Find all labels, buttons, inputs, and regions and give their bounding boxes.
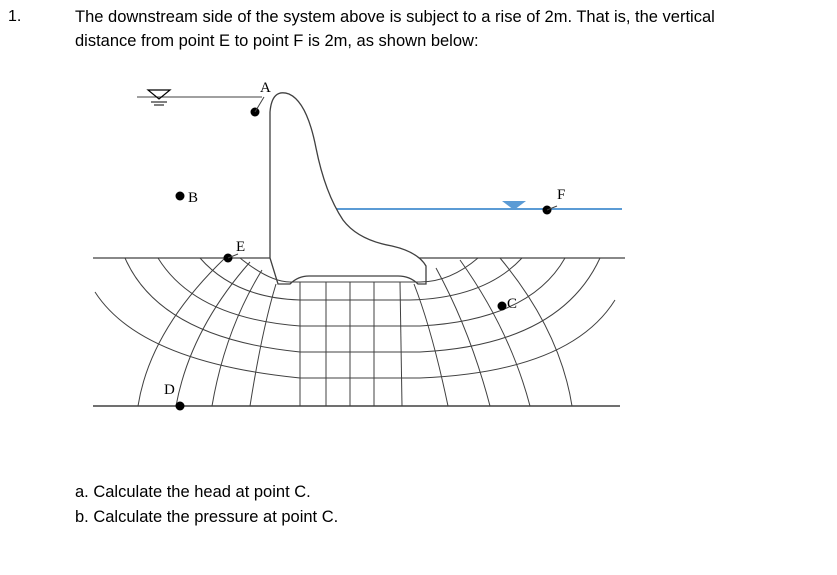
svg-text:F: F	[557, 187, 566, 203]
svg-text:A: A	[260, 80, 271, 96]
question-text-line-1: The downstream side of the system above is subject to a rise of 2m. That is, the vertical	[75, 8, 715, 26]
equipotential-lines	[138, 258, 572, 406]
svg-text:E: E	[236, 239, 246, 255]
question-text-line-2: distance from point E to point F is 2m, as shown below:	[75, 32, 479, 50]
part-a: a. Calculate the head at point C.	[75, 483, 311, 501]
svg-text:D: D	[164, 382, 175, 398]
point-B	[176, 190, 199, 206]
dam-body	[270, 93, 426, 284]
svg-text:B: B	[188, 190, 199, 206]
part-b: b. Calculate the pressure at point C.	[75, 508, 339, 526]
point-C	[498, 296, 518, 312]
point-A	[251, 80, 272, 117]
question-number: 1.	[8, 8, 22, 25]
svg-text:C: C	[507, 296, 518, 312]
point-F	[543, 187, 566, 215]
